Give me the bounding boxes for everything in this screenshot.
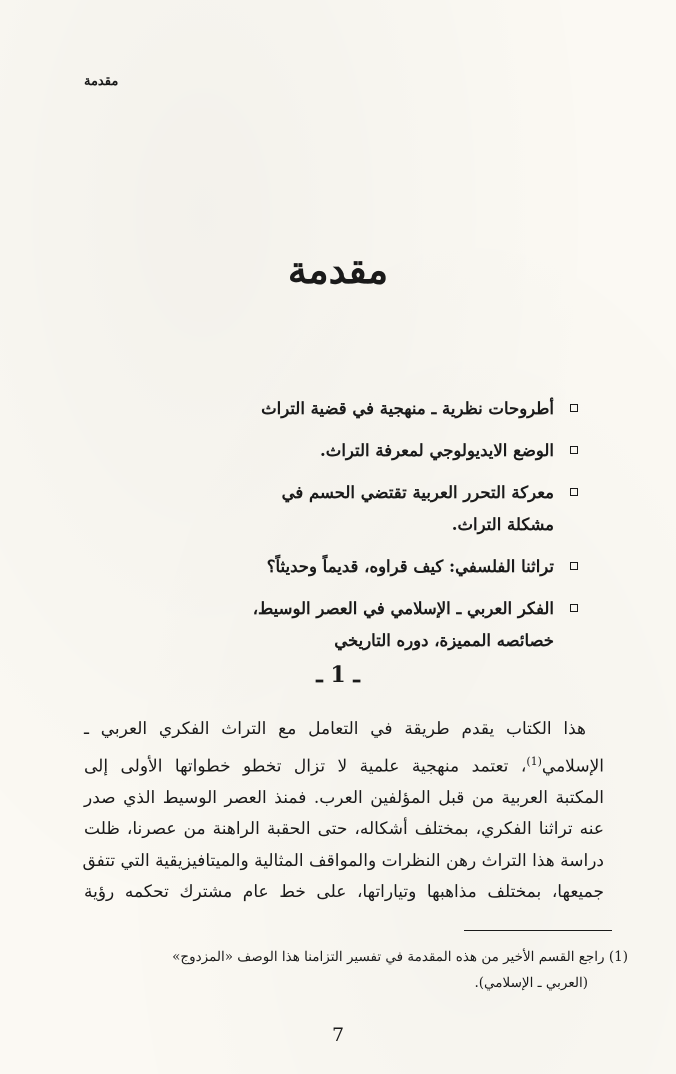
- body-line: عنه تراثنا الفكري، بمختلف أشكاله، حتى الحقبة الراهنة من عصرنا، ظلت: [84, 819, 604, 840]
- body-line: المكتبة العربية من قبل المؤلفين العرب. فمنذ العصر الوسيط الذي صدر: [84, 787, 604, 808]
- square-bullet-icon: [570, 404, 578, 412]
- chapter-title: مقدمة: [287, 247, 389, 292]
- body-line: جميعها، بمختلف مذاهبها وتياراتها، على خط عام مشترك تحكمه رؤية: [84, 882, 604, 903]
- body-line-part: الإسلامي: [541, 756, 604, 777]
- footnote-line: [62, 944, 628, 970]
- footnote: [62, 944, 628, 996]
- topic-item: [160, 551, 580, 583]
- topic-line: مشكلة التراث.: [451, 515, 554, 534]
- body-line: دراسة هذا التراث رهن النظرات والمواقف المثالية والميتافيزيقية التي تتفق: [82, 850, 604, 871]
- body-line-part: ، تعتمد منهجية علمية لا تزال تخطو خطواتها الأولى إلى: [84, 756, 527, 777]
- square-bullet-icon: [570, 604, 578, 612]
- topic-item: [160, 393, 580, 425]
- footnote-text: راجع القسم الأخير من هذه المقدمة في تفسير التزامنا هذا الوصف «المزدوج»: [172, 949, 605, 965]
- topics-list: [160, 393, 580, 667]
- footnote-divider: [464, 930, 612, 931]
- body-paragraph: [84, 714, 604, 909]
- square-bullet-icon: [570, 446, 578, 454]
- footnote-marker: (1): [608, 949, 628, 965]
- square-bullet-icon: [570, 562, 578, 570]
- topic-line: الوضع الايديولوجي لمعرفة التراث.: [320, 441, 554, 460]
- topic-item: [160, 477, 580, 541]
- square-bullet-icon: [570, 488, 578, 496]
- body-line: هذا الكتاب يقدم طريقة في التعامل مع التراث الفكري العربي ـ: [84, 719, 586, 739]
- topic-item: [160, 435, 580, 467]
- section-number: ـ 1 ـ: [316, 662, 360, 688]
- topic-line: معركة التحرر العربية تقتضي الحسم في: [281, 483, 554, 502]
- page-number: 7: [331, 1024, 345, 1046]
- topic-line: تراثنا الفلسفي: كيف قراوه، قديماً وحديثاً؟: [266, 557, 554, 576]
- footnote-reference: (1): [526, 754, 542, 768]
- footnote-line: (العربي ـ الإسلامي).: [474, 975, 588, 991]
- running-header: مقدمة: [84, 74, 119, 89]
- topic-line: الفكر العربي ـ الإسلامي في العصر الوسيط،: [252, 599, 554, 618]
- topic-line: خصائصه المميزة، دوره التاريخي: [334, 631, 554, 650]
- topic-line: أطروحات نظرية ـ منهجية في قضية التراث: [261, 399, 554, 418]
- topic-item: [160, 593, 580, 657]
- body-line: [84, 746, 604, 783]
